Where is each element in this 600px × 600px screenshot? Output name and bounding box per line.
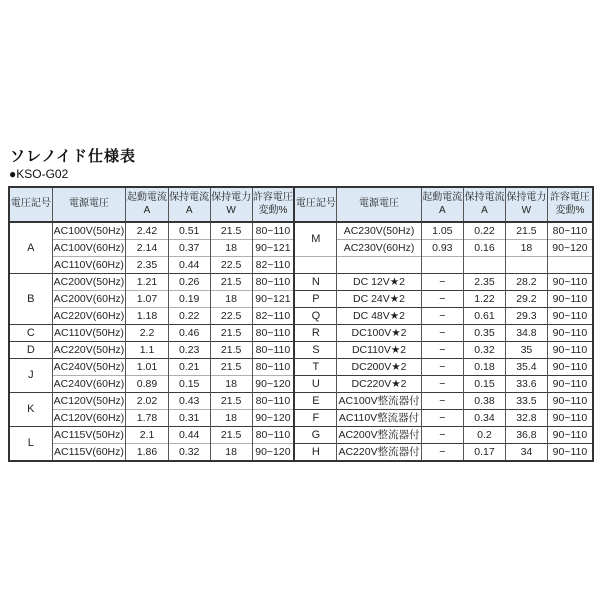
voltage-cell: AC115V(50Hz) xyxy=(52,427,126,444)
holding-power-cell: 29.3 xyxy=(505,308,547,325)
holding-power-cell: 21.5 xyxy=(210,274,252,291)
voltage-cell: AC100V(60Hz) xyxy=(52,240,126,257)
column-header: 電源電圧 xyxy=(337,187,421,222)
table-row xyxy=(9,325,593,342)
voltage-fluctuation-cell: 90~110 xyxy=(547,325,593,342)
voltage-cell: AC110V(50Hz) xyxy=(52,325,126,342)
voltage-cell: DC220V★2 xyxy=(337,376,421,393)
voltage-symbol-cell: C xyxy=(9,325,52,342)
inrush-current-cell: − xyxy=(421,393,463,410)
voltage-symbol-cell: J xyxy=(9,359,52,393)
voltage-symbol-cell: T xyxy=(294,359,337,376)
holding-power-cell: 34 xyxy=(505,444,547,462)
voltage-cell: DC 12V★2 xyxy=(337,274,421,291)
voltage-cell: DC100V★2 xyxy=(337,325,421,342)
holding-power-cell: 21.5 xyxy=(210,427,252,444)
holding-current-cell: 0.31 xyxy=(168,410,210,427)
column-header: 電圧記号 xyxy=(9,187,52,222)
voltage-cell: AC100V整流器付 xyxy=(337,393,421,410)
voltage-fluctuation-cell: 90~110 xyxy=(547,274,593,291)
voltage-fluctuation-cell: 80~110 xyxy=(547,222,593,240)
holding-current-cell: 0.19 xyxy=(168,291,210,308)
inrush-current-cell: 1.05 xyxy=(421,222,463,240)
holding-power-cell: 35 xyxy=(505,342,547,359)
inrush-current-cell: 2.1 xyxy=(126,427,168,444)
voltage-symbol-cell: R xyxy=(294,325,337,342)
voltage-fluctuation-cell xyxy=(547,257,593,274)
holding-power-cell: 21.5 xyxy=(210,393,252,410)
voltage-cell: AC230V(60Hz) xyxy=(337,240,421,257)
spec-table xyxy=(8,186,594,462)
holding-current-cell xyxy=(464,257,506,274)
column-header: 許容電圧 変動% xyxy=(252,187,294,222)
holding-power-cell: 18 xyxy=(210,410,252,427)
voltage-symbol-cell: P xyxy=(294,291,337,308)
holding-current-cell: 0.22 xyxy=(168,308,210,325)
inrush-current-cell: − xyxy=(421,274,463,291)
voltage-cell: AC200V整流器付 xyxy=(337,427,421,444)
model-label: ●KSO-G02 xyxy=(9,167,69,181)
voltage-fluctuation-cell: 80~110 xyxy=(252,222,294,240)
table-row xyxy=(9,359,593,376)
inrush-current-cell: 1.86 xyxy=(126,444,168,462)
holding-power-cell: 29.2 xyxy=(505,291,547,308)
holding-power-cell: 22.5 xyxy=(210,308,252,325)
table-row xyxy=(9,291,593,308)
holding-power-cell: 18 xyxy=(210,291,252,308)
voltage-cell: AC220V整流器付 xyxy=(337,444,421,462)
holding-current-cell: 0.32 xyxy=(168,444,210,462)
voltage-fluctuation-cell: 80~110 xyxy=(252,427,294,444)
inrush-current-cell: 1.21 xyxy=(126,274,168,291)
holding-power-cell: 21.5 xyxy=(210,325,252,342)
table-row xyxy=(9,257,593,274)
inrush-current-cell: − xyxy=(421,376,463,393)
voltage-cell: AC220V(50Hz) xyxy=(52,342,126,359)
voltage-fluctuation-cell: 90~120 xyxy=(252,410,294,427)
voltage-symbol-cell: E xyxy=(294,393,337,410)
voltage-symbol-cell: D xyxy=(9,342,52,359)
voltage-cell: AC115V(60Hz) xyxy=(52,444,126,462)
voltage-symbol-cell: B xyxy=(9,274,52,325)
spec-section xyxy=(8,145,594,462)
voltage-cell: DC 48V★2 xyxy=(337,308,421,325)
voltage-cell: AC120V(50Hz) xyxy=(52,393,126,410)
inrush-current-cell: 2.14 xyxy=(126,240,168,257)
voltage-symbol-cell xyxy=(294,257,337,274)
holding-power-cell: 22.5 xyxy=(210,257,252,274)
inrush-current-cell: 1.1 xyxy=(126,342,168,359)
voltage-fluctuation-cell: 90~110 xyxy=(547,342,593,359)
inrush-current-cell: 2.35 xyxy=(126,257,168,274)
voltage-symbol-cell: Q xyxy=(294,308,337,325)
voltage-fluctuation-cell: 90~110 xyxy=(547,376,593,393)
holding-power-cell: 18 xyxy=(210,444,252,462)
voltage-cell: AC120V(60Hz) xyxy=(52,410,126,427)
header-row xyxy=(9,187,593,222)
voltage-cell: AC110V(60Hz) xyxy=(52,257,126,274)
holding-current-cell: 0.23 xyxy=(168,342,210,359)
voltage-symbol-cell: K xyxy=(9,393,52,427)
voltage-cell: DC110V★2 xyxy=(337,342,421,359)
column-header: 電圧記号 xyxy=(294,187,337,222)
holding-current-cell: 0.32 xyxy=(464,342,506,359)
inrush-current-cell: 1.18 xyxy=(126,308,168,325)
table-row xyxy=(9,393,593,410)
voltage-fluctuation-cell: 90~121 xyxy=(252,291,294,308)
holding-power-cell: 18 xyxy=(505,240,547,257)
table-row xyxy=(9,410,593,427)
inrush-current-cell: − xyxy=(421,427,463,444)
holding-power-cell: 36.8 xyxy=(505,427,547,444)
inrush-current-cell: 2.2 xyxy=(126,325,168,342)
page-title: ソレノイド仕様表 xyxy=(10,148,137,165)
inrush-current-cell: − xyxy=(421,308,463,325)
column-header: 電源電圧 xyxy=(52,187,126,222)
inrush-current-cell: 1.78 xyxy=(126,410,168,427)
voltage-cell: AC230V(50Hz) xyxy=(337,222,421,240)
inrush-current-cell: 1.07 xyxy=(126,291,168,308)
inrush-current-cell: 2.42 xyxy=(126,222,168,240)
table-row xyxy=(9,376,593,393)
inrush-current-cell: − xyxy=(421,410,463,427)
table-row xyxy=(9,427,593,444)
holding-power-cell xyxy=(505,257,547,274)
holding-current-cell: 1.22 xyxy=(464,291,506,308)
holding-current-cell: 0.43 xyxy=(168,393,210,410)
holding-current-cell: 0.34 xyxy=(464,410,506,427)
voltage-cell: AC240V(50Hz) xyxy=(52,359,126,376)
holding-power-cell: 28.2 xyxy=(505,274,547,291)
voltage-fluctuation-cell: 80~110 xyxy=(252,359,294,376)
holding-power-cell: 21.5 xyxy=(210,359,252,376)
voltage-fluctuation-cell: 90~121 xyxy=(252,240,294,257)
voltage-fluctuation-cell: 90~120 xyxy=(252,444,294,462)
table-row xyxy=(9,274,593,291)
voltage-symbol-cell: S xyxy=(294,342,337,359)
voltage-cell: DC 24V★2 xyxy=(337,291,421,308)
holding-power-cell: 21.5 xyxy=(210,222,252,240)
table-row xyxy=(9,444,593,462)
holding-power-cell: 35.4 xyxy=(505,359,547,376)
holding-power-cell: 34.8 xyxy=(505,325,547,342)
holding-power-cell: 33.5 xyxy=(505,393,547,410)
holding-current-cell: 0.21 xyxy=(168,359,210,376)
column-header: 許容電圧 変動% xyxy=(547,187,593,222)
voltage-cell: AC200V(60Hz) xyxy=(52,291,126,308)
voltage-cell: AC220V(60Hz) xyxy=(52,308,126,325)
voltage-fluctuation-cell: 90~110 xyxy=(547,308,593,325)
voltage-fluctuation-cell: 90~110 xyxy=(547,410,593,427)
holding-current-cell: 0.16 xyxy=(464,240,506,257)
voltage-fluctuation-cell: 90~110 xyxy=(547,291,593,308)
inrush-current-cell: − xyxy=(421,444,463,462)
holding-current-cell: 0.37 xyxy=(168,240,210,257)
voltage-fluctuation-cell: 82~110 xyxy=(252,308,294,325)
table-row xyxy=(9,308,593,325)
holding-power-cell: 32.8 xyxy=(505,410,547,427)
voltage-fluctuation-cell: 80~110 xyxy=(252,393,294,410)
voltage-cell: AC240V(60Hz) xyxy=(52,376,126,393)
holding-current-cell: 2.35 xyxy=(464,274,506,291)
voltage-cell: AC200V(50Hz) xyxy=(52,274,126,291)
column-header: 起動電流 A xyxy=(421,187,463,222)
voltage-symbol-cell: H xyxy=(294,444,337,462)
holding-power-cell: 21.5 xyxy=(210,342,252,359)
voltage-fluctuation-cell: 90~110 xyxy=(547,444,593,462)
voltage-symbol-cell: U xyxy=(294,376,337,393)
voltage-symbol-cell: G xyxy=(294,427,337,444)
holding-current-cell: 0.46 xyxy=(168,325,210,342)
voltage-symbol-cell: M xyxy=(294,222,337,257)
voltage-symbol-cell: N xyxy=(294,274,337,291)
holding-current-cell: 0.38 xyxy=(464,393,506,410)
voltage-symbol-cell: A xyxy=(9,222,52,274)
inrush-current-cell: − xyxy=(421,325,463,342)
inrush-current-cell xyxy=(421,257,463,274)
holding-current-cell: 0.18 xyxy=(464,359,506,376)
voltage-symbol-cell: L xyxy=(9,427,52,462)
holding-current-cell: 0.22 xyxy=(464,222,506,240)
column-header: 保持電流 A xyxy=(168,187,210,222)
holding-current-cell: 0.15 xyxy=(464,376,506,393)
voltage-cell: AC110V整流器付 xyxy=(337,410,421,427)
table-row xyxy=(9,342,593,359)
inrush-current-cell: 0.89 xyxy=(126,376,168,393)
voltage-cell: AC100V(50Hz) xyxy=(52,222,126,240)
holding-power-cell: 21.5 xyxy=(505,222,547,240)
holding-current-cell: 0.35 xyxy=(464,325,506,342)
holding-current-cell: 0.17 xyxy=(464,444,506,462)
voltage-fluctuation-cell: 90~110 xyxy=(547,427,593,444)
inrush-current-cell: 1.01 xyxy=(126,359,168,376)
voltage-fluctuation-cell: 80~110 xyxy=(252,325,294,342)
holding-current-cell: 0.44 xyxy=(168,257,210,274)
column-header: 起動電流 A xyxy=(126,187,168,222)
holding-current-cell: 0.26 xyxy=(168,274,210,291)
voltage-fluctuation-cell: 90~110 xyxy=(547,393,593,410)
table-body xyxy=(9,222,593,461)
holding-current-cell: 0.44 xyxy=(168,427,210,444)
table-row xyxy=(9,222,593,240)
holding-current-cell: 0.61 xyxy=(464,308,506,325)
holding-power-cell: 18 xyxy=(210,240,252,257)
voltage-fluctuation-cell: 90~120 xyxy=(547,240,593,257)
voltage-fluctuation-cell: 80~110 xyxy=(252,342,294,359)
holding-current-cell: 0.2 xyxy=(464,427,506,444)
inrush-current-cell: − xyxy=(421,359,463,376)
inrush-current-cell: − xyxy=(421,291,463,308)
holding-current-cell: 0.15 xyxy=(168,376,210,393)
voltage-fluctuation-cell: 80~110 xyxy=(252,274,294,291)
voltage-symbol-cell: F xyxy=(294,410,337,427)
holding-current-cell: 0.51 xyxy=(168,222,210,240)
inrush-current-cell: − xyxy=(421,342,463,359)
holding-power-cell: 18 xyxy=(210,376,252,393)
holding-power-cell: 33.6 xyxy=(505,376,547,393)
voltage-fluctuation-cell: 82~110 xyxy=(252,257,294,274)
voltage-cell xyxy=(337,257,421,274)
column-header: 保持電流 A xyxy=(464,187,506,222)
voltage-fluctuation-cell: 90~110 xyxy=(547,359,593,376)
inrush-current-cell: 0.93 xyxy=(421,240,463,257)
inrush-current-cell: 2.02 xyxy=(126,393,168,410)
voltage-fluctuation-cell: 90~120 xyxy=(252,376,294,393)
column-header: 保持電力 W xyxy=(505,187,547,222)
column-header: 保持電力 W xyxy=(210,187,252,222)
voltage-cell: DC200V★2 xyxy=(337,359,421,376)
